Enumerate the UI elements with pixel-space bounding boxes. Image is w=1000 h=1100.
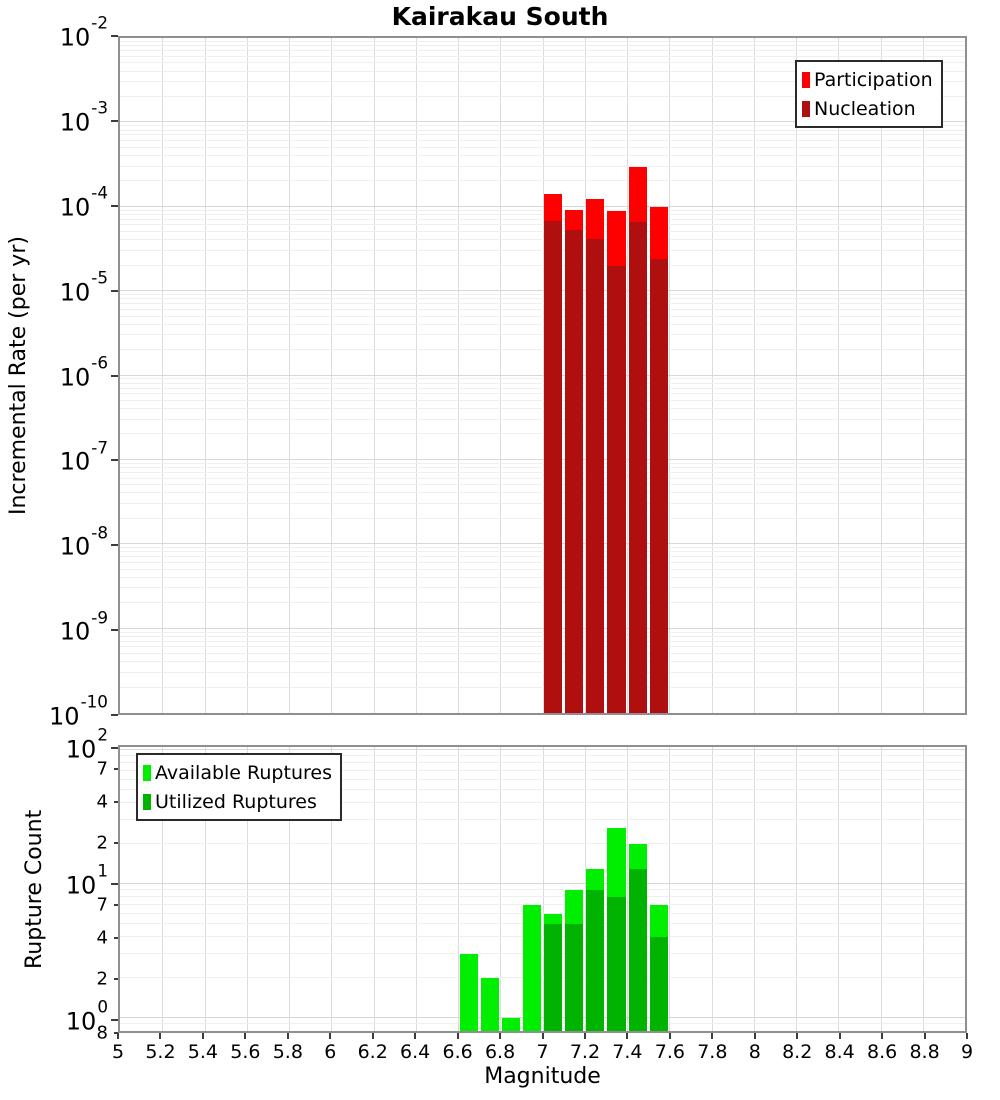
x-tick-mark bbox=[117, 1033, 119, 1039]
utilized-ruptures-bar bbox=[629, 869, 647, 1031]
y-tick-label: $10^{-10}$ bbox=[49, 691, 108, 731]
x-tick-label: 8.2 bbox=[782, 1041, 813, 1063]
gridline-horizontal bbox=[120, 349, 965, 350]
rate-plot-area bbox=[118, 36, 967, 715]
x-tick-label: 6.6 bbox=[442, 1041, 473, 1063]
gridline-horizontal bbox=[120, 294, 965, 295]
x-tick-mark bbox=[584, 1033, 586, 1039]
gridline-horizontal bbox=[120, 463, 965, 464]
x-tick-mark bbox=[669, 1033, 671, 1039]
gridline-horizontal bbox=[120, 298, 965, 299]
legend-entry-utilized bbox=[143, 787, 332, 816]
nucleation-bar bbox=[629, 222, 647, 713]
y-tick-label: $10^{-2}$ bbox=[59, 12, 108, 52]
gridline-horizontal bbox=[120, 636, 965, 637]
y-minor-tick-mark bbox=[114, 937, 118, 939]
gridline-horizontal bbox=[120, 388, 965, 389]
gridline-horizontal bbox=[120, 641, 965, 642]
gridline-horizontal bbox=[120, 155, 965, 156]
x-tick-label: 6 bbox=[324, 1041, 337, 1063]
gridline-horizontal bbox=[120, 56, 965, 57]
y-tick-label: $10^{-6}$ bbox=[59, 352, 108, 391]
x-tick-label: 8.4 bbox=[824, 1041, 855, 1063]
rate-y-axis-label: Incremental Rate (per yr) bbox=[6, 236, 31, 515]
x-tick-mark bbox=[796, 1033, 798, 1039]
gridline-horizontal bbox=[120, 562, 965, 563]
gridline-horizontal bbox=[120, 393, 965, 394]
x-tick-mark bbox=[372, 1033, 374, 1039]
y-tick-label: $10^{-3}$ bbox=[59, 97, 108, 137]
y-minor-tick-mark bbox=[114, 904, 118, 906]
gridline-horizontal bbox=[120, 219, 965, 220]
gridline-horizontal bbox=[120, 543, 965, 544]
gridline-horizontal bbox=[120, 45, 965, 46]
x-tick-label: 8.6 bbox=[866, 1041, 898, 1063]
x-tick-mark bbox=[202, 1033, 204, 1039]
rate-y-tick-gutter bbox=[0, 12, 118, 731]
gridline-horizontal bbox=[120, 334, 965, 335]
gridline-horizontal bbox=[120, 433, 965, 434]
gridline-horizontal bbox=[120, 383, 965, 384]
y-tick-label: $10^1$ bbox=[65, 860, 108, 900]
gridline-horizontal bbox=[120, 569, 965, 570]
nucleation-bar bbox=[586, 239, 604, 713]
utilized-ruptures-bar bbox=[586, 890, 604, 1031]
y-tick-label: $10^2$ bbox=[65, 724, 108, 764]
nucleation-bar bbox=[544, 221, 562, 713]
y-tick-label: $10^{-4}$ bbox=[59, 182, 108, 222]
x-tick-label: 6.8 bbox=[484, 1041, 516, 1063]
y-tick-mark bbox=[111, 544, 118, 546]
x-tick-label: 7.6 bbox=[654, 1041, 685, 1063]
gridline-horizontal bbox=[120, 467, 965, 468]
y-minor-tick-label: 2 bbox=[96, 968, 108, 990]
available-ruptures-bar bbox=[502, 1018, 520, 1031]
y-tick-label: $10^0$ bbox=[65, 996, 108, 1036]
count-legend bbox=[136, 753, 342, 821]
gridline-horizontal bbox=[120, 936, 965, 937]
x-tick-mark bbox=[159, 1033, 161, 1039]
x-tick-mark bbox=[839, 1033, 841, 1039]
gridline-horizontal bbox=[120, 518, 965, 519]
gridline-horizontal bbox=[120, 646, 965, 647]
gridline-horizontal bbox=[120, 378, 965, 379]
x-tick-mark bbox=[542, 1033, 544, 1039]
nucleation-swatch-icon bbox=[802, 101, 810, 117]
gridline-horizontal bbox=[120, 478, 965, 479]
count-y-axis-label: Rupture Count bbox=[22, 809, 47, 969]
y-tick-label: $10^{-9}$ bbox=[59, 607, 108, 646]
x-tick-label: 5.2 bbox=[145, 1041, 176, 1063]
x-tick-mark bbox=[966, 1033, 968, 1039]
y-minor-tick-label: 7 bbox=[96, 758, 108, 780]
y-tick-mark bbox=[111, 35, 118, 37]
available-swatch-icon bbox=[143, 765, 151, 781]
gridline-horizontal bbox=[120, 749, 965, 750]
x-tick-mark bbox=[924, 1033, 926, 1039]
nucleation-bar bbox=[565, 230, 583, 713]
gridline-horizontal bbox=[120, 602, 965, 603]
gridline-horizontal bbox=[120, 324, 965, 325]
gridline-horizontal bbox=[120, 265, 965, 266]
utilized-ruptures-bar bbox=[565, 924, 583, 1031]
gridline-horizontal bbox=[120, 953, 965, 954]
x-tick-label: 5.6 bbox=[230, 1041, 261, 1063]
x-tick-label: 9 bbox=[960, 1041, 974, 1063]
gridline-horizontal bbox=[120, 134, 965, 135]
gridline-horizontal bbox=[120, 41, 965, 42]
y-tick-mark bbox=[111, 714, 118, 716]
gridline-horizontal bbox=[120, 50, 965, 51]
gridline-horizontal bbox=[120, 231, 965, 232]
gridline-horizontal bbox=[120, 484, 965, 485]
gridline-horizontal bbox=[120, 210, 965, 211]
x-tick-label: 8 bbox=[748, 1041, 761, 1063]
gridline-horizontal bbox=[120, 661, 965, 662]
gridline-horizontal bbox=[120, 904, 965, 905]
y-tick-mark bbox=[111, 290, 118, 292]
x-tick-label: 8.8 bbox=[909, 1041, 940, 1063]
gridline-horizontal bbox=[120, 206, 965, 207]
utilized-ruptures-bar bbox=[607, 897, 625, 1031]
y-tick-label: $10^{-5}$ bbox=[59, 267, 108, 307]
gridline-horizontal bbox=[120, 375, 965, 376]
y-minor-tick-mark bbox=[114, 978, 118, 980]
y-tick-mark bbox=[111, 120, 118, 122]
y-minor-tick-label: 4 bbox=[96, 791, 108, 813]
gridline-horizontal bbox=[120, 166, 965, 167]
gridline-horizontal bbox=[120, 883, 965, 884]
gridline-horizontal bbox=[120, 140, 965, 141]
available-legend-label: Available Ruptures bbox=[155, 761, 332, 784]
x-tick-mark bbox=[457, 1033, 459, 1039]
x-tick-mark bbox=[881, 1033, 883, 1039]
y-minor-tick-label: 8 bbox=[96, 1022, 108, 1044]
gridline-horizontal bbox=[120, 843, 965, 844]
x-tick-label: 7.8 bbox=[697, 1041, 728, 1063]
x-tick-mark bbox=[499, 1033, 501, 1039]
legend-entry-participation bbox=[802, 65, 933, 94]
gridline-horizontal bbox=[120, 408, 965, 409]
chart-title: Kairakau South bbox=[391, 2, 609, 31]
y-tick-mark bbox=[111, 205, 118, 207]
participation-swatch-icon bbox=[802, 72, 810, 88]
legend-entry-nucleation bbox=[802, 94, 933, 123]
x-tick-mark bbox=[626, 1033, 628, 1039]
gridline-horizontal bbox=[120, 913, 965, 914]
available-ruptures-bar bbox=[523, 905, 541, 1031]
utilized-legend-label: Utilized Ruptures bbox=[155, 790, 317, 813]
gridline-horizontal bbox=[120, 628, 965, 629]
x-tick-mark bbox=[754, 1033, 756, 1039]
gridline-horizontal bbox=[120, 577, 965, 578]
gridline-horizontal bbox=[120, 290, 965, 291]
gridline-horizontal bbox=[120, 492, 965, 493]
available-ruptures-bar bbox=[481, 978, 499, 1031]
gridline-horizontal bbox=[120, 472, 965, 473]
y-minor-tick-mark bbox=[114, 801, 118, 803]
gridline-horizontal bbox=[120, 977, 965, 978]
y-tick-label: $10^{-7}$ bbox=[59, 437, 108, 476]
y-tick-label: $10^{-8}$ bbox=[59, 522, 108, 561]
gridline-horizontal bbox=[120, 130, 965, 131]
x-tick-strip bbox=[111, 1033, 974, 1067]
gridline-horizontal bbox=[120, 923, 965, 924]
gridline-horizontal bbox=[120, 503, 965, 504]
gridline-horizontal bbox=[120, 889, 965, 890]
x-tick-mark bbox=[711, 1033, 713, 1039]
x-tick-mark bbox=[244, 1033, 246, 1039]
x-tick-label: 7.2 bbox=[569, 1041, 601, 1063]
x-tick-label: 7 bbox=[536, 1041, 549, 1063]
x-tick-label: 7.4 bbox=[612, 1041, 643, 1063]
utilized-swatch-icon bbox=[143, 794, 151, 810]
nucleation-legend-label: Nucleation bbox=[814, 97, 916, 120]
y-tick-mark bbox=[111, 1019, 118, 1021]
y-minor-tick-mark bbox=[114, 768, 118, 770]
gridline-horizontal bbox=[120, 1017, 965, 1018]
gridline-horizontal bbox=[120, 672, 965, 673]
nucleation-bar bbox=[607, 266, 625, 713]
y-tick-mark bbox=[111, 883, 118, 885]
x-tick-mark bbox=[287, 1033, 289, 1039]
gridline-horizontal bbox=[120, 400, 965, 401]
gridline-horizontal bbox=[120, 459, 965, 460]
x-tick-label: 5.8 bbox=[272, 1041, 303, 1063]
gridline-horizontal bbox=[120, 632, 965, 633]
gridline-horizontal bbox=[120, 587, 965, 588]
legend-entry-available bbox=[143, 758, 332, 787]
x-tick-label: 5 bbox=[111, 1041, 125, 1063]
y-tick-mark bbox=[111, 459, 118, 461]
y-minor-tick-label: 4 bbox=[96, 927, 108, 949]
gridline-horizontal bbox=[120, 250, 965, 251]
available-ruptures-bar bbox=[460, 954, 478, 1031]
gridline-horizontal bbox=[120, 180, 965, 181]
gridline-horizontal bbox=[120, 551, 965, 552]
y-tick-mark bbox=[111, 375, 118, 377]
nucleation-bar bbox=[650, 259, 668, 713]
x-tick-mark bbox=[414, 1033, 416, 1039]
gridline-horizontal bbox=[120, 547, 965, 548]
gridline-horizontal bbox=[120, 653, 965, 654]
gridline-horizontal bbox=[120, 316, 965, 317]
gridline-horizontal bbox=[120, 419, 965, 420]
y-minor-tick-label: 2 bbox=[96, 832, 108, 854]
y-tick-mark bbox=[111, 629, 118, 631]
gridline-horizontal bbox=[120, 556, 965, 557]
x-tick-label: 6.4 bbox=[400, 1041, 431, 1063]
gridline-horizontal bbox=[120, 239, 965, 240]
x-tick-label: 5.4 bbox=[187, 1041, 218, 1063]
y-minor-tick-mark bbox=[114, 842, 118, 844]
gridline-horizontal bbox=[120, 147, 965, 148]
gridline-horizontal bbox=[120, 303, 965, 304]
gridline-horizontal bbox=[120, 309, 965, 310]
gridline-horizontal bbox=[120, 687, 965, 688]
utilized-ruptures-bar bbox=[650, 937, 668, 1031]
y-minor-tick-label: 7 bbox=[96, 894, 108, 916]
x-tick-mark bbox=[329, 1033, 331, 1039]
x-tick-label: 6.2 bbox=[357, 1041, 388, 1063]
count-y-tick-gutter bbox=[0, 724, 118, 1044]
rate-legend bbox=[795, 60, 943, 128]
gridline-horizontal bbox=[120, 214, 965, 215]
participation-legend-label: Participation bbox=[814, 68, 933, 91]
gridline-horizontal bbox=[120, 224, 965, 225]
x-axis-label: Magnitude bbox=[484, 1064, 601, 1089]
utilized-ruptures-bar bbox=[544, 924, 562, 1031]
y-tick-mark bbox=[111, 747, 118, 749]
gridline-horizontal bbox=[120, 896, 965, 897]
gridline-horizontal bbox=[120, 1023, 965, 1024]
